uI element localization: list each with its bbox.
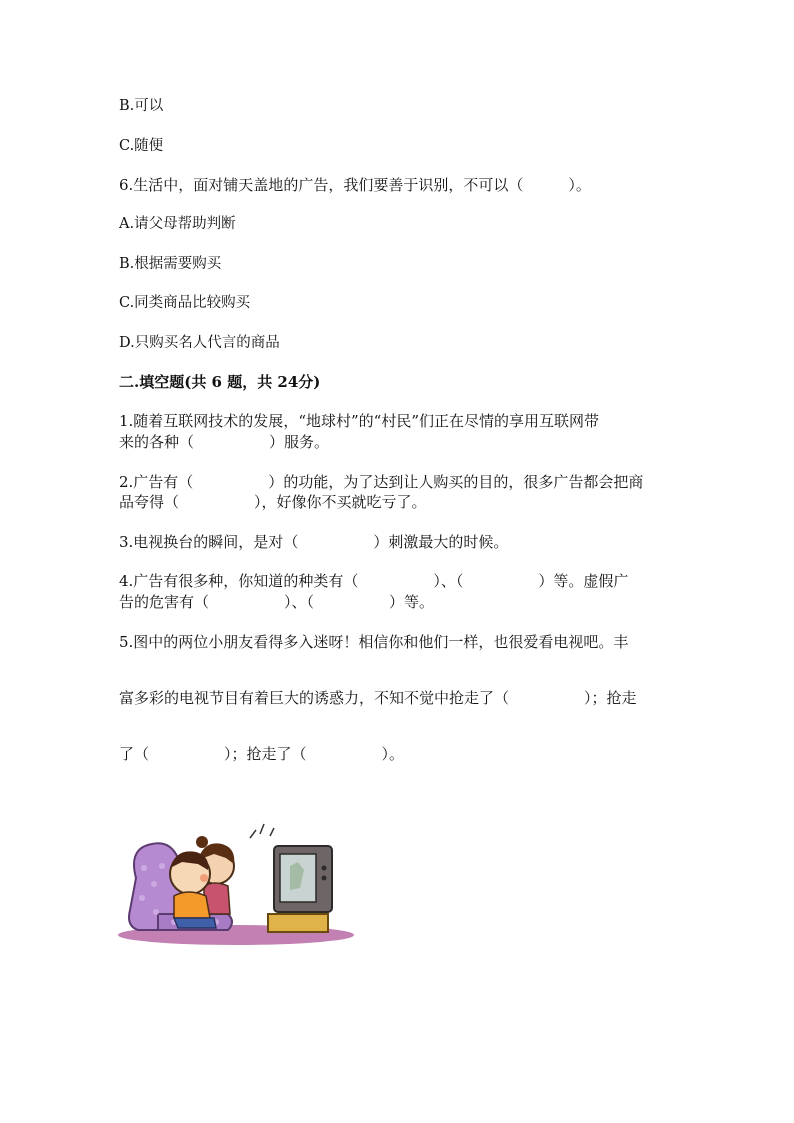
fill-q5-line2: 富多彩的电视节目有着巨大的诱惑力，不知不觉中抢走了（ ）；抢走 xyxy=(119,689,637,707)
girl-hair-bun xyxy=(196,836,208,848)
fill-q5-line1: 5.图中的两位小朋友看得多入迷呀！相信你和他们一样，也很爱看电视吧。丰 xyxy=(119,633,629,651)
q6-option-c: C.同类商品比较购买 xyxy=(119,295,251,311)
option-c-prev: C.随便 xyxy=(119,138,164,154)
fill-q5-line3: 了（ ）；抢走了（ ）。 xyxy=(119,745,405,763)
option-b-prev: B.可以 xyxy=(119,98,164,114)
section-2-title: 二.填空题(共 6 题，共 24分) xyxy=(119,373,321,391)
tv-stand xyxy=(268,914,328,932)
boy-shirt xyxy=(174,892,210,918)
fill-q1-line2: 来的各种（ ）服务。 xyxy=(119,433,330,451)
fill-q4-line2: 告的危害有（ ）、（ ）等。 xyxy=(119,593,435,611)
fill-q1-line1: 1.随着互联网技术的发展，“地球村”的“村民”们正在尽情的享用互联网带 xyxy=(119,412,599,430)
fill-q2-line2: 品夸得（ ），好像你不买就吃亏了。 xyxy=(119,493,427,511)
tv-knob xyxy=(322,876,327,881)
fill-q2-line1: 2.广告有（ ）的功能，为了达到让人购买的目的，很多广告都会把商 xyxy=(119,473,644,491)
q6-option-d: D.只购买名人代言的商品 xyxy=(119,335,280,351)
boy-cheek xyxy=(200,874,208,882)
q6-option-a: A.请父母帮助判断 xyxy=(119,216,236,232)
excitement-marks xyxy=(250,824,274,838)
fill-q3: 3.电视换台的瞬间，是对（ ）刺激最大的时候。 xyxy=(119,533,509,551)
q6-option-b: B.根据需要购买 xyxy=(119,256,222,272)
fill-q4-line1: 4.广告有很多种，你知道的种类有（ ）、（ ）等。虚假广 xyxy=(119,572,629,590)
kids-watching-tv-illustration xyxy=(118,818,362,950)
question-6-stem: 6.生活中，面对铺天盖地的广告，我们要善于识别，不可以（ ）。 xyxy=(119,176,591,194)
tv-knob xyxy=(322,866,327,871)
boy-pants xyxy=(174,918,216,928)
